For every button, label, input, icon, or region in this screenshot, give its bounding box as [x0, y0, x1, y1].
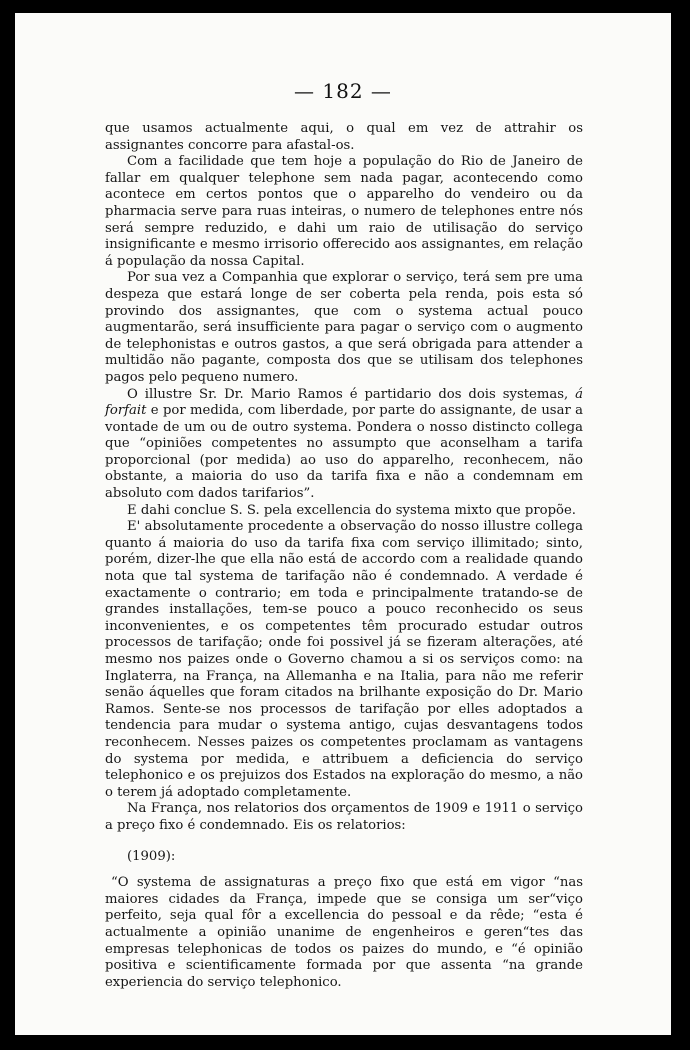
paragraph-7: Na França, nos relatorios dos orçamentos de 1909 e 1911 o serviço a preço fixo é condemnado. Eis os relatorios: — [105, 801, 583, 833]
section-gap — [105, 835, 583, 849]
forfait-term: á forfait — [105, 386, 583, 419]
paragraph-4-start: O illustre Sr. Dr. Mario Ramos é partidario dos dois systemas, — [127, 386, 576, 402]
paragraph-5: E dahi conclue S. S. pela excellencia do systema mixto que propõe. — [127, 502, 576, 518]
paragraph-2: Com a facilidade que tem hoje a população do Rio de Janeiro de fallar em qualquer telephone sem nada pagar, acontecendo como acontece em certos pontos que o apparelho do vendeiro ou da pharmacia serve para ruas inteiras, o numero de telephones entre nós será sempre reduzido, e dahi um raio de utilisação do serviço insignificante e mesmo irrisorio offerecido aos assignantes, em relação á população da nossa Capital. — [105, 154, 583, 269]
body-text — [105, 121, 583, 991]
paragraph-3: Por sua vez a Companhia que explorar o serviço, terá sem pre uma despeza que estará longe de ser coberta pela renda, pois esta só provindo dos assignantes, que com o systema actual pouco augmentarão, será insufficiente para pagar o serviço com o augmento de telephonistas e outros gastos, a que será obrigada para attender a multidão não pagante, composta dos que se utilisam dos telephones pagos pelo pequeno numero. — [105, 270, 583, 385]
quotation: “O systema de assignaturas a preço fixo que está em vigor “nas maiores cidades da França, impede que se consiga um ser“viço perfeito, seja qual fôr a excellencia do pessoal e da rêde; “esta é actualmente a opinião unanime de engenheiros e geren“tes das empresas telephonicas de todos os paizes do mundo, e “é opinião positiva e scientificamente formada por que assenta “na grande experiencia do serviço telephonico. — [105, 875, 583, 990]
year-heading: (1909): — [127, 848, 176, 864]
paragraph-4-end: e por medida, com liberdade, por parte do assignante, de usar a vontade de um ou de outro systema. Pondera o nosso distincto collega que “opiniões competentes no assumpto que aconselham a tarifa proporcional (por medida) ao uso do apparelho, reconhecem, não obstante, a maioria do uso da tarifa fixa e não a condemnam em absoluto com dados tarifarios”. — [105, 403, 583, 502]
page-number: — 182 — — [294, 79, 392, 103]
book-page — [15, 13, 671, 1035]
paragraph-6: E' absolutamente procedente a observação do nosso illustre collega quanto á maioria do uso da tarifa fixa com serviço illimitado; sinto, porém, dizer-lhe que ella não está de accordo com a realidade quando nota que tal systema de tarifação não é condemnado. A verdade é exactamente o contrario; em toda e principalmente tratando-se de grandes installações, tem-se pouco a pouco reconhecido os seus inconvenientes, e os competentes têm procurado estudar outros processos de tarifação; onde foi possivel já se fizeram alterações, até mesmo nos paizes onde o Governo chamou a si os serviços como: na Inglaterra, na França, na Allemanha e na Italia, para não me referir senão áquelles que foram citados na brilhante exposição do Dr. Mario Ramos. Sente-se nos processos de tarifação por elles adoptados a tendencia para mudar o systema antigo, cujas desvantagens todos reconhecem. Nesses paizes os competentes proclamam as vantagens do systema por medida, e attribuem a deficiencia do serviço telephonico e os prejuizos dos Estados na exploração do mesmo, a não o terem já adoptado completamente. — [105, 519, 583, 800]
paragraph-1: que usamos actualmente aqui, o qual em vez de attrahir os assignantes concorre para afastal-os. — [105, 121, 583, 153]
paragraph-4 — [105, 387, 583, 503]
